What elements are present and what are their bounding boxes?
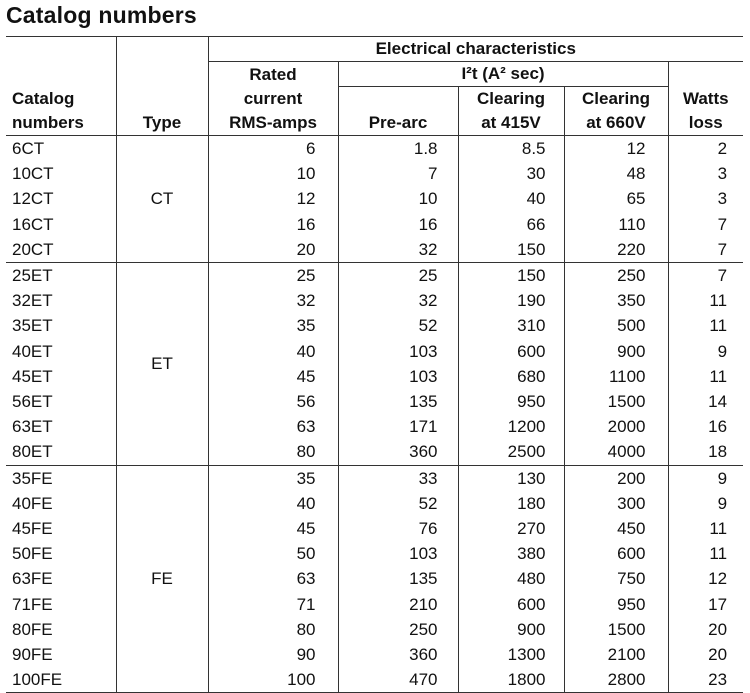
cell-watts: 3 bbox=[668, 186, 743, 211]
cell-clearing415: 270 bbox=[458, 516, 564, 541]
cell-catalog: 80FE bbox=[12, 619, 53, 639]
header-rated-1: Rated bbox=[208, 62, 338, 87]
cell-clearing660: 2800 bbox=[564, 667, 668, 693]
cell-clearing415: 1300 bbox=[458, 642, 564, 667]
cell-watts: 9 bbox=[668, 491, 743, 516]
cell-clearing660: 110 bbox=[564, 212, 668, 237]
header-type: Type bbox=[116, 111, 208, 136]
cell-prearc: 103 bbox=[338, 541, 458, 566]
cell-prearc: 7 bbox=[338, 161, 458, 186]
table-row bbox=[6, 465, 743, 491]
cell-rated: 80 bbox=[208, 617, 338, 642]
cell-rated: 80 bbox=[208, 439, 338, 465]
cell-clearing660: 4000 bbox=[564, 439, 668, 465]
cell-type: CT bbox=[116, 136, 208, 263]
cell-catalog: 80ET bbox=[6, 439, 116, 465]
cell-catalog: 10CT bbox=[12, 164, 54, 184]
cell-clearing415: 600 bbox=[458, 339, 564, 364]
cell-watts: 18 bbox=[668, 439, 743, 465]
cell-clearing415: 66 bbox=[458, 212, 564, 237]
cell-clearing660: 350 bbox=[564, 288, 668, 313]
header-catalog-2: numbers bbox=[6, 111, 116, 136]
cell-prearc: 16 bbox=[338, 212, 458, 237]
cell-rated: 16 bbox=[208, 212, 338, 237]
header-watts-1: Watts bbox=[668, 87, 743, 112]
cell-watts: 2 bbox=[668, 136, 743, 162]
cell-rated: 63 bbox=[208, 414, 338, 439]
cell-prearc: 470 bbox=[338, 667, 458, 693]
cell-clearing415: 8.5 bbox=[458, 136, 564, 162]
cell-watts: 17 bbox=[668, 592, 743, 617]
cell-clearing415: 130 bbox=[458, 465, 564, 491]
cell-prearc: 32 bbox=[338, 288, 458, 313]
cell-clearing415: 150 bbox=[458, 263, 564, 289]
cell-prearc: 32 bbox=[338, 237, 458, 263]
table-row bbox=[6, 136, 743, 162]
cell-watts: 12 bbox=[668, 566, 743, 591]
cell-clearing660: 450 bbox=[564, 516, 668, 541]
cell-prearc: 210 bbox=[338, 592, 458, 617]
cell-clearing660: 250 bbox=[564, 263, 668, 289]
header-blank-type bbox=[116, 37, 208, 62]
header-clearing415-2: at 415V bbox=[458, 111, 564, 136]
cell-clearing415: 680 bbox=[458, 364, 564, 389]
cell-clearing415: 2500 bbox=[458, 439, 564, 465]
cell-rated: 40 bbox=[208, 339, 338, 364]
cell-watts: 23 bbox=[668, 667, 743, 693]
header-clearing660-2: at 660V bbox=[564, 111, 668, 136]
catalog-table bbox=[6, 36, 743, 693]
header-blank-catalog bbox=[6, 37, 116, 62]
cell-watts: 16 bbox=[668, 414, 743, 439]
header-clearing660-1: Clearing bbox=[564, 87, 668, 112]
cell-clearing660: 65 bbox=[564, 186, 668, 211]
header-watts-2: loss bbox=[668, 111, 743, 136]
header-i2t: I²t (A² sec) bbox=[338, 62, 668, 87]
cell-clearing660: 950 bbox=[564, 592, 668, 617]
cell-catalog: 12CT bbox=[12, 189, 54, 209]
cell-clearing415: 950 bbox=[458, 389, 564, 414]
cell-rated: 90 bbox=[208, 642, 338, 667]
cell-clearing660: 1500 bbox=[564, 389, 668, 414]
cell-rated: 100 bbox=[208, 667, 338, 693]
cell-watts: 11 bbox=[668, 541, 743, 566]
cell-watts: 9 bbox=[668, 465, 743, 491]
cell-clearing660: 300 bbox=[564, 491, 668, 516]
cell-clearing415: 310 bbox=[458, 313, 564, 338]
cell-prearc: 52 bbox=[338, 491, 458, 516]
cell-catalog: 100FE bbox=[6, 667, 116, 693]
cell-clearing660: 12 bbox=[564, 136, 668, 162]
cell-rated: 20 bbox=[208, 237, 338, 263]
header-rated-2: current bbox=[208, 87, 338, 112]
cell-clearing415: 30 bbox=[458, 161, 564, 186]
cell-rated: 56 bbox=[208, 389, 338, 414]
cell-rated: 40 bbox=[208, 491, 338, 516]
cell-catalog: 63FE bbox=[12, 569, 53, 589]
cell-catalog: 35FE bbox=[12, 468, 53, 488]
cell-prearc: 360 bbox=[338, 642, 458, 667]
cell-prearc: 171 bbox=[338, 414, 458, 439]
cell-watts: 9 bbox=[668, 339, 743, 364]
cell-watts: 7 bbox=[668, 263, 743, 289]
table-body bbox=[6, 136, 743, 693]
cell-rated: 35 bbox=[208, 465, 338, 491]
cell-catalog: 63ET bbox=[12, 417, 53, 437]
header-prearc: Pre-arc bbox=[338, 111, 458, 136]
cell-prearc: 135 bbox=[338, 389, 458, 414]
cell-prearc: 103 bbox=[338, 364, 458, 389]
table-row bbox=[6, 263, 743, 289]
header-rated-3: RMS-amps bbox=[208, 111, 338, 136]
cell-watts: 11 bbox=[668, 364, 743, 389]
header-electrical: Electrical characteristics bbox=[208, 37, 743, 62]
cell-type: ET bbox=[116, 263, 208, 466]
cell-catalog: 45ET bbox=[12, 366, 53, 386]
cell-prearc: 135 bbox=[338, 566, 458, 591]
cell-catalog: 6CT bbox=[12, 139, 45, 158]
cell-clearing660: 2000 bbox=[564, 414, 668, 439]
cell-clearing660: 600 bbox=[564, 541, 668, 566]
cell-watts: 11 bbox=[668, 288, 743, 313]
cell-watts: 7 bbox=[668, 212, 743, 237]
cell-clearing415: 1800 bbox=[458, 667, 564, 693]
cell-catalog: 40FE bbox=[12, 493, 53, 513]
cell-clearing415: 900 bbox=[458, 617, 564, 642]
cell-prearc: 1.8 bbox=[338, 136, 458, 162]
cell-clearing415: 150 bbox=[458, 237, 564, 263]
cell-clearing660: 900 bbox=[564, 339, 668, 364]
cell-type: FE bbox=[116, 465, 208, 693]
cell-rated: 6 bbox=[208, 136, 338, 162]
cell-watts: 20 bbox=[668, 642, 743, 667]
cell-prearc: 33 bbox=[338, 465, 458, 491]
cell-prearc: 250 bbox=[338, 617, 458, 642]
cell-watts: 11 bbox=[668, 313, 743, 338]
cell-watts: 20 bbox=[668, 617, 743, 642]
cell-clearing415: 180 bbox=[458, 491, 564, 516]
cell-rated: 25 bbox=[208, 263, 338, 289]
cell-clearing660: 1500 bbox=[564, 617, 668, 642]
cell-clearing660: 1100 bbox=[564, 364, 668, 389]
cell-catalog: 32ET bbox=[12, 291, 53, 311]
cell-clearing415: 1200 bbox=[458, 414, 564, 439]
cell-clearing415: 190 bbox=[458, 288, 564, 313]
cell-catalog: 71FE bbox=[12, 594, 53, 614]
cell-clearing415: 600 bbox=[458, 592, 564, 617]
cell-rated: 32 bbox=[208, 288, 338, 313]
page-title: Catalog numbers bbox=[6, 2, 197, 28]
cell-watts: 3 bbox=[668, 161, 743, 186]
cell-prearc: 76 bbox=[338, 516, 458, 541]
cell-clearing660: 500 bbox=[564, 313, 668, 338]
header-clearing415-1: Clearing bbox=[458, 87, 564, 112]
cell-clearing415: 40 bbox=[458, 186, 564, 211]
cell-rated: 63 bbox=[208, 566, 338, 591]
cell-prearc: 52 bbox=[338, 313, 458, 338]
cell-catalog: 35ET bbox=[12, 316, 53, 336]
table-header bbox=[6, 37, 743, 136]
cell-rated: 71 bbox=[208, 592, 338, 617]
cell-clearing415: 480 bbox=[458, 566, 564, 591]
cell-rated: 45 bbox=[208, 364, 338, 389]
cell-rated: 10 bbox=[208, 161, 338, 186]
cell-catalog: 25ET bbox=[12, 266, 53, 286]
cell-clearing415: 380 bbox=[458, 541, 564, 566]
cell-prearc: 10 bbox=[338, 186, 458, 211]
cell-watts: 7 bbox=[668, 237, 743, 263]
cell-catalog: 90FE bbox=[12, 645, 53, 665]
cell-catalog: 16CT bbox=[12, 214, 54, 234]
cell-clearing660: 220 bbox=[564, 237, 668, 263]
cell-clearing660: 2100 bbox=[564, 642, 668, 667]
cell-catalog: 56ET bbox=[12, 392, 53, 412]
cell-prearc: 103 bbox=[338, 339, 458, 364]
cell-catalog: 50FE bbox=[12, 544, 53, 564]
cell-rated: 50 bbox=[208, 541, 338, 566]
cell-catalog: 40ET bbox=[12, 341, 53, 361]
cell-prearc: 360 bbox=[338, 439, 458, 465]
header-catalog-1: Catalog bbox=[12, 89, 75, 108]
cell-prearc: 25 bbox=[338, 263, 458, 289]
cell-watts: 11 bbox=[668, 516, 743, 541]
cell-rated: 35 bbox=[208, 313, 338, 338]
cell-rated: 45 bbox=[208, 516, 338, 541]
cell-clearing660: 48 bbox=[564, 161, 668, 186]
cell-clearing660: 200 bbox=[564, 465, 668, 491]
cell-catalog: 20CT bbox=[6, 237, 116, 263]
cell-rated: 12 bbox=[208, 186, 338, 211]
cell-watts: 14 bbox=[668, 389, 743, 414]
cell-catalog: 45FE bbox=[12, 519, 53, 539]
cell-clearing660: 750 bbox=[564, 566, 668, 591]
